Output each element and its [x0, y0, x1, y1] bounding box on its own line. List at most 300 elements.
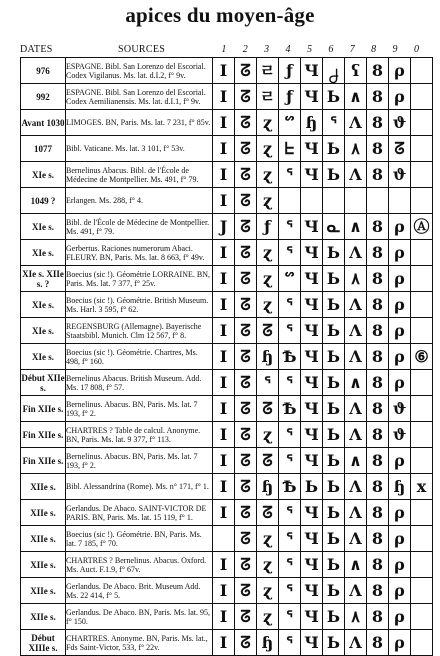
table-row	[21, 526, 433, 552]
numeral-glyph-8: 8	[367, 370, 389, 396]
date-cell: 1049 ?	[21, 188, 66, 214]
source-cell: Bernelinus Abacus. British Museum. Add. Ms. 17 808, f° 57.	[66, 370, 213, 396]
numeral-glyph-1: I	[213, 370, 235, 396]
numeral-glyph-8: 8	[367, 136, 389, 162]
numeral-glyph-4: Ѣ	[279, 396, 301, 422]
header-numeral-8: 8	[371, 44, 377, 55]
numeral-glyph-3: ɧ	[257, 630, 279, 656]
numeral-glyph-2: ᘔ	[235, 162, 257, 188]
numeral-glyph-7: Λ	[345, 240, 367, 266]
source-cell: Boecius (sic !). Géométrie. Chartres, Ms. 498, f° 160.	[66, 344, 213, 370]
numeral-glyph-0	[411, 162, 433, 188]
numeral-glyph-6: Ь	[323, 604, 345, 630]
numeral-glyph-6: Ь	[323, 292, 345, 318]
header-numeral-5: 5	[306, 44, 313, 55]
numeral-glyph-1: I	[213, 240, 235, 266]
date-cell: XIe s.	[21, 214, 66, 240]
numeral-glyph-1: I	[213, 58, 235, 84]
numeral-glyph-3: ɀ	[257, 136, 279, 162]
numeral-glyph-1: I	[213, 318, 235, 344]
numeral-glyph-5: Ч	[301, 84, 323, 110]
numeral-glyph-6: Ь	[323, 266, 345, 292]
numeral-glyph-5: Ч	[301, 214, 323, 240]
numeral-glyph-1: I	[213, 110, 235, 136]
source-cell: Bernelinus. Abacus. BN, Paris. Ms. lat. 7 193, f° 2.	[66, 396, 213, 422]
numeral-glyph-8: 8	[367, 396, 389, 422]
numeral-glyph-6: ႕	[323, 58, 345, 84]
numeral-glyph-3: ɀ	[257, 552, 279, 578]
numeral-glyph-6: Ь	[323, 136, 345, 162]
numeral-glyph-9: ρ	[389, 630, 411, 656]
numeral-glyph-9: ρ	[389, 448, 411, 474]
numeral-glyph-2: ᘔ	[235, 58, 257, 84]
numeral-glyph-2: ᘔ	[235, 110, 257, 136]
date-cell: XIIe s.	[21, 604, 66, 630]
numeral-glyph-4: ᕐ	[279, 604, 301, 630]
source-cell: Erlangen. Ms. 288, f° 4.	[66, 188, 213, 214]
numeral-glyph-9: ρ	[389, 58, 411, 84]
numeral-glyph-5: Ч	[301, 604, 323, 630]
numeral-glyph-3: ƒ	[257, 214, 279, 240]
numeral-glyph-6: Ь	[323, 474, 345, 500]
source-cell: CHARTRES ? Bernelinus. Abacus. Oxford. Ms. Auct. F.1.9, f° 67v.	[66, 552, 213, 578]
numeral-glyph-1: I	[213, 422, 235, 448]
numeral-glyph-8	[367, 188, 389, 214]
numeral-glyph-0	[411, 578, 433, 604]
numeral-glyph-6: Ь	[323, 162, 345, 188]
numeral-glyph-4: ᕐ	[279, 214, 301, 240]
numeral-glyph-3: ᘔ	[257, 396, 279, 422]
source-cell: Bibl. Vaticane. Ms. lat. 3 101, f° 53v.	[66, 136, 213, 162]
numeral-glyph-5: Ч	[301, 370, 323, 396]
numeral-glyph-5: Ь	[301, 474, 323, 500]
numeral-glyph-5: Ч	[301, 396, 323, 422]
date-cell: Début XIIe s.	[21, 370, 66, 396]
numeral-glyph-6: Ь	[323, 396, 345, 422]
date-cell: XIe s.	[21, 344, 66, 370]
source-cell: Bernelinus. Abacus. BN, Paris. Ms. lat. 7 193, f° 2.	[66, 448, 213, 474]
numeral-glyph-6: Ь	[323, 500, 345, 526]
table-row	[21, 474, 433, 500]
numeral-glyph-9: ᘔ	[389, 136, 411, 162]
numeral-glyph-1: I	[213, 552, 235, 578]
source-cell: Boecius (sic !). Géométrie. British Museum. Ms. Harl. 3 595, f° 62.	[66, 292, 213, 318]
date-cell: Avant 1030	[21, 110, 66, 136]
date-cell: XIIe s.	[21, 526, 66, 552]
numeral-glyph-3: ɀ	[257, 240, 279, 266]
numeral-glyph-7	[345, 188, 367, 214]
numeral-glyph-6: Ь	[323, 318, 345, 344]
numeral-glyph-9: ρ	[389, 240, 411, 266]
numeral-glyph-5	[301, 188, 323, 214]
numeral-glyph-3: ᘔ	[257, 448, 279, 474]
source-cell: Boecius (sic !). Géométrie LORRAINE. BN, Paris. Ms. lat. 7 377, f° 25v.	[66, 266, 213, 292]
table-row	[21, 604, 433, 630]
numeral-glyph-4: ƒ	[279, 58, 301, 84]
table-row	[21, 136, 433, 162]
numeral-glyph-5: Ч	[301, 240, 323, 266]
numeral-glyph-9: ϑ	[389, 422, 411, 448]
table-row	[21, 188, 433, 214]
numeral-glyph-2: ᘔ	[235, 266, 257, 292]
numeral-glyph-3: ɧ	[257, 344, 279, 370]
numeral-glyph-2: ᘔ	[235, 292, 257, 318]
numeral-glyph-6: Ь	[323, 630, 345, 656]
table-row	[21, 240, 433, 266]
header-numeral-2: 2	[242, 44, 249, 55]
source-cell: Gerlandus. De Abaco. BN, Paris. Ms. lat. 95, f° 150.	[66, 604, 213, 630]
numeral-glyph-7: ∧	[345, 448, 367, 474]
date-cell: XIIe s.	[21, 552, 66, 578]
date-cell: XIe s.	[21, 292, 66, 318]
numeral-glyph-8: 8	[367, 318, 389, 344]
numeral-glyph-6: Ь	[323, 578, 345, 604]
numeral-glyph-6: Ь	[323, 448, 345, 474]
numeral-glyph-2: ᘔ	[235, 240, 257, 266]
numeral-glyph-3: ɀ	[257, 110, 279, 136]
date-cell: Début XIIIe s.	[21, 630, 66, 656]
numeral-glyph-9: ρ	[389, 344, 411, 370]
numeral-glyph-7: ∧	[345, 552, 367, 578]
numeral-glyph-0	[411, 292, 433, 318]
numeral-glyph-5: Ч	[301, 630, 323, 656]
numeral-glyph-1: I	[213, 578, 235, 604]
numeral-glyph-0: x	[411, 474, 433, 500]
numeral-glyph-5: Ч	[301, 292, 323, 318]
numeral-glyph-4: ᕐ	[279, 578, 301, 604]
date-cell: 992	[21, 84, 66, 110]
numeral-glyph-9: ϑ	[389, 162, 411, 188]
numeral-glyph-5: Ч	[301, 422, 323, 448]
source-cell: Boecius (sic !). Géométrie. BN, Paris. Ms. lat. 7 185, f° 70.	[66, 526, 213, 552]
numeral-glyph-8: 8	[367, 448, 389, 474]
numeral-glyph-3: ɀ	[257, 292, 279, 318]
header-numeral-7: 7	[349, 44, 356, 55]
numeral-glyph-7: ʕ	[345, 58, 367, 84]
table-row	[21, 578, 433, 604]
source-cell: Bibl. Alessandrina (Rome). Ms. n° 171, f° 1.	[66, 474, 213, 500]
numeral-glyph-7: Λ	[345, 396, 367, 422]
numeral-glyph-2: ᘔ	[235, 214, 257, 240]
numeral-glyph-0	[411, 500, 433, 526]
numeral-glyph-0	[411, 110, 433, 136]
numeral-glyph-0	[411, 318, 433, 344]
numeral-glyph-4: ᔥ	[279, 266, 301, 292]
numeral-glyph-8: 8	[367, 266, 389, 292]
numeral-glyph-5: Ч	[301, 162, 323, 188]
numeral-glyph-0	[411, 240, 433, 266]
numeral-glyph-2: ᘔ	[235, 84, 257, 110]
source-cell: ESPAGNE. Bibl. San Lorenzo del Escorial. Codex Vigilanus. Ms. lat. d.I.2, f° 9v.	[66, 58, 213, 84]
header-numeral-0: 0	[413, 44, 420, 55]
numeral-glyph-0	[411, 396, 433, 422]
numeral-glyph-7: Λ	[345, 162, 367, 188]
numeral-glyph-0: ⑥	[411, 344, 433, 370]
numeral-glyph-6	[323, 188, 345, 214]
numeral-glyph-1: I	[213, 396, 235, 422]
header-numeral-6: 6	[328, 44, 334, 55]
source-cell: LIMOGES. BN, Paris. Ms. lat. 7 231, f° 85v.	[66, 110, 213, 136]
numeral-glyph-0	[411, 422, 433, 448]
numeral-glyph-8: 8	[367, 630, 389, 656]
numeral-glyph-1	[213, 526, 235, 552]
source-cell: CHARTRES ? Table de calcul. Anonyme. BN, Paris. Ms. lat. 9 377, f° 113.	[66, 422, 213, 448]
numeral-glyph-1: I	[213, 630, 235, 656]
header-sources: SOURCES	[118, 44, 166, 55]
numeral-glyph-7: ٨	[345, 266, 367, 292]
header-numeral-3: 3	[264, 44, 270, 55]
numeral-glyph-2: ᘔ	[235, 526, 257, 552]
numeral-glyph-2: ᘔ	[235, 552, 257, 578]
table-row	[21, 500, 433, 526]
numeral-glyph-5: ɧ	[301, 110, 323, 136]
numeral-glyph-4: ᕐ	[279, 162, 301, 188]
numeral-glyph-7: ∧	[345, 214, 367, 240]
numeral-glyph-4: ᕐ	[279, 318, 301, 344]
numeral-glyph-4: ᕐ	[279, 630, 301, 656]
numeral-glyph-3: ɀ	[257, 578, 279, 604]
numeral-glyph-9: ρ	[389, 578, 411, 604]
numeral-glyph-0	[411, 84, 433, 110]
numeral-glyph-9: ρ	[389, 552, 411, 578]
numeral-glyph-4: ᕐ	[279, 422, 301, 448]
source-cell: Gerlandus. De Abaco. Brit. Museum Add. Ms. 22 414, f° 5.	[66, 578, 213, 604]
date-cell: Fin XIIe s.	[21, 448, 66, 474]
numeral-glyph-3: ㄹ	[257, 84, 279, 110]
numeral-glyph-5: Ч	[301, 448, 323, 474]
numeral-glyph-6: ᓇ	[323, 214, 345, 240]
numeral-glyph-5: Ч	[301, 526, 323, 552]
numeral-glyph-8: 8	[367, 604, 389, 630]
numeral-glyph-7: ٨	[345, 136, 367, 162]
numeral-glyph-4: Ѣ	[279, 344, 301, 370]
numeral-glyph-8: 8	[367, 240, 389, 266]
numeral-glyph-1: I	[213, 136, 235, 162]
date-cell: 976	[21, 58, 66, 84]
numeral-glyph-9: ρ	[389, 500, 411, 526]
numeral-glyph-0	[411, 552, 433, 578]
numeral-glyph-6: ᕐ	[323, 110, 345, 136]
numeral-glyph-0	[411, 630, 433, 656]
numeral-glyph-9: ρ	[389, 526, 411, 552]
table-row	[21, 422, 433, 448]
numeral-glyph-8: 8	[367, 422, 389, 448]
numeral-glyph-0	[411, 188, 433, 214]
header-dates: DATES	[20, 44, 53, 55]
table-row	[21, 630, 433, 656]
numeral-glyph-9: ϑ	[389, 110, 411, 136]
source-cell: Gerbertus. Raciones numerorum Abaci. FLEURY. BN, Paris. Ms. lat. 8 663, f° 49v.	[66, 240, 213, 266]
numeral-glyph-1: I	[213, 604, 235, 630]
numeral-glyph-2: ᘔ	[235, 396, 257, 422]
numeral-glyph-8: 8	[367, 500, 389, 526]
header-numeral-1: 1	[221, 44, 227, 55]
numeral-glyph-5: Ч	[301, 318, 323, 344]
numeral-glyph-2: ᘔ	[235, 344, 257, 370]
numeral-glyph-6: Ь	[323, 240, 345, 266]
numeral-glyph-9: ρ	[389, 214, 411, 240]
numeral-glyph-5: Ч	[301, 58, 323, 84]
numeral-glyph-1: I	[213, 84, 235, 110]
numeral-glyph-6: Ь	[323, 370, 345, 396]
numeral-glyph-5: Ч	[301, 552, 323, 578]
source-cell: Gerlandus. De Abaco. SAINT-VICTOR DE PARIS. BN, Paris. Ms. lat. 15 119, f° 1.	[66, 500, 213, 526]
numeral-glyph-8: 8	[367, 474, 389, 500]
numeral-glyph-2: ᘔ	[235, 448, 257, 474]
page-title: apices du moyen-âge	[125, 3, 315, 27]
numeral-glyph-5: Ч	[301, 344, 323, 370]
numeral-glyph-8: 8	[367, 214, 389, 240]
numeral-glyph-9: ρ	[389, 370, 411, 396]
table-body	[21, 58, 433, 656]
numeral-glyph-3: ɀ	[257, 266, 279, 292]
numeral-glyph-0	[411, 604, 433, 630]
numeral-glyph-3: ɀ	[257, 526, 279, 552]
numeral-glyph-1: I	[213, 500, 235, 526]
table-row	[21, 370, 433, 396]
numeral-glyph-3: ɧ	[257, 474, 279, 500]
numeral-glyph-4: ᖶ	[279, 136, 301, 162]
numeral-glyph-7: ∧	[345, 370, 367, 396]
table-row	[21, 396, 433, 422]
date-cell: Fin XIIe s.	[21, 396, 66, 422]
numeral-glyph-1: I	[213, 448, 235, 474]
numeral-glyph-8: 8	[367, 578, 389, 604]
numeral-glyph-8: 8	[367, 552, 389, 578]
numeral-glyph-9: ρ	[389, 318, 411, 344]
numeral-glyph-1: I	[213, 266, 235, 292]
numeral-glyph-6: Ь	[323, 422, 345, 448]
numeral-glyph-5: Ч	[301, 500, 323, 526]
date-cell: Fin XIIe s.	[21, 422, 66, 448]
numeral-glyph-7: Λ	[345, 630, 367, 656]
source-cell: ESPAGNE. Bibl. San Lorenzo del Escorial. Codex Aemilianensis. Ms. lat. d.I.1, f° 9v.	[66, 84, 213, 110]
date-cell: XIIe s.	[21, 500, 66, 526]
table-row	[21, 162, 433, 188]
numeral-glyph-8: 8	[367, 292, 389, 318]
numeral-glyph-5: Ч	[301, 578, 323, 604]
numeral-glyph-6: Ь	[323, 552, 345, 578]
numeral-glyph-0	[411, 58, 433, 84]
numeral-glyph-8: 8	[367, 58, 389, 84]
numeral-glyph-7: Λ	[345, 578, 367, 604]
numeral-glyph-1: I	[213, 292, 235, 318]
date-cell: XIIe s.	[21, 578, 66, 604]
numeral-glyph-4: ᕐ	[279, 552, 301, 578]
date-cell: XIe s. XIIe s. ?	[21, 266, 66, 292]
numeral-glyph-1: I	[213, 344, 235, 370]
numeral-glyph-2: ᘔ	[235, 630, 257, 656]
numeral-glyph-7: Λ	[345, 292, 367, 318]
numeral-glyph-7: Λ	[345, 110, 367, 136]
date-cell: XIe s.	[21, 162, 66, 188]
numeral-glyph-4: Ѣ	[279, 474, 301, 500]
numeral-glyph-3: ɀ	[257, 604, 279, 630]
numeral-glyph-4: ᔥ	[279, 110, 301, 136]
numeral-glyph-2: ᘔ	[235, 604, 257, 630]
numeral-glyph-5: Ч	[301, 136, 323, 162]
numeral-glyph-6: Ь	[323, 84, 345, 110]
table-row	[21, 110, 433, 136]
numeral-glyph-2: ᘔ	[235, 500, 257, 526]
source-cell: REGENSBURG (Allemagne). Bayerische Staatsbibl. Munich. Clm 12 567, f° 8.	[66, 318, 213, 344]
numeral-glyph-3: ㄹ	[257, 58, 279, 84]
numeral-glyph-2: ᘔ	[235, 136, 257, 162]
numeral-glyph-6: Ь	[323, 344, 345, 370]
numeral-glyph-9	[389, 188, 411, 214]
numeral-glyph-0	[411, 448, 433, 474]
numeral-glyph-3: ᘔ	[257, 318, 279, 344]
numeral-glyph-9: ϑ	[389, 396, 411, 422]
numeral-glyph-1: I	[213, 188, 235, 214]
numeral-glyph-7: Λ	[345, 422, 367, 448]
numeral-glyph-3: ᕐ	[257, 370, 279, 396]
numeral-glyph-4: ᕐ	[279, 500, 301, 526]
table-row	[21, 552, 433, 578]
numeral-glyph-7: Λ	[345, 318, 367, 344]
numeral-glyph-4	[279, 188, 301, 214]
numeral-glyph-7: ∧	[345, 84, 367, 110]
numeral-glyph-2: ᘔ	[235, 578, 257, 604]
numeral-glyph-0	[411, 370, 433, 396]
numeral-glyph-9: ρ	[389, 292, 411, 318]
numeral-glyph-3: ᘔ	[257, 500, 279, 526]
numeral-glyph-4: ƒ	[279, 84, 301, 110]
numeral-glyph-1: I	[213, 162, 235, 188]
table-row	[21, 214, 433, 240]
numeral-glyph-8: 8	[367, 526, 389, 552]
numeral-glyph-3: ɀ	[257, 188, 279, 214]
numeral-glyph-7: ٨	[345, 604, 367, 630]
table-row	[21, 318, 433, 344]
numeral-glyph-2: ᘔ	[235, 422, 257, 448]
numeral-glyph-9: ρ	[389, 84, 411, 110]
numeral-glyph-8: 8	[367, 84, 389, 110]
numeral-glyph-8: 8	[367, 162, 389, 188]
numeral-glyph-2: ᘔ	[235, 188, 257, 214]
numeral-glyph-9: ɧ	[389, 474, 411, 500]
table-row	[21, 266, 433, 292]
numeral-glyph-1: I	[213, 474, 235, 500]
numeral-glyph-8: 8	[367, 110, 389, 136]
numeral-glyph-7: Λ	[345, 344, 367, 370]
numeral-glyph-7: Λ	[345, 474, 367, 500]
numeral-glyph-0	[411, 266, 433, 292]
date-cell: 1077	[21, 136, 66, 162]
source-cell: Bernelinus Abacus. Bibl. de l'École de Médecine de Montpellier. Ms. 491, f° 79.	[66, 162, 213, 188]
numeral-glyph-0: Ⓐ	[411, 214, 433, 240]
header-numeral-4: 4	[285, 44, 291, 55]
header-numeral-9: 9	[392, 44, 398, 55]
numeral-glyph-3: ɀ	[257, 422, 279, 448]
numeral-glyph-2: ᘔ	[235, 370, 257, 396]
table-row	[21, 84, 433, 110]
numeral-glyph-5: Ч	[301, 266, 323, 292]
source-cell: Bibl. de l'École de Médecine de Montpellier. Ms. 491, f° 79.	[66, 214, 213, 240]
numeral-glyph-2: ᘔ	[235, 474, 257, 500]
numeral-glyph-4: ᕐ	[279, 448, 301, 474]
date-cell: XIe s.	[21, 240, 66, 266]
numeral-glyph-0	[411, 136, 433, 162]
numerals-table	[20, 57, 433, 656]
table-row	[21, 448, 433, 474]
numeral-glyph-9: ρ	[389, 604, 411, 630]
numeral-glyph-4: ᕐ	[279, 292, 301, 318]
table-row	[21, 58, 433, 84]
table-row	[21, 292, 433, 318]
numeral-glyph-7: Λ	[345, 526, 367, 552]
numeral-glyph-2: ᘔ	[235, 318, 257, 344]
